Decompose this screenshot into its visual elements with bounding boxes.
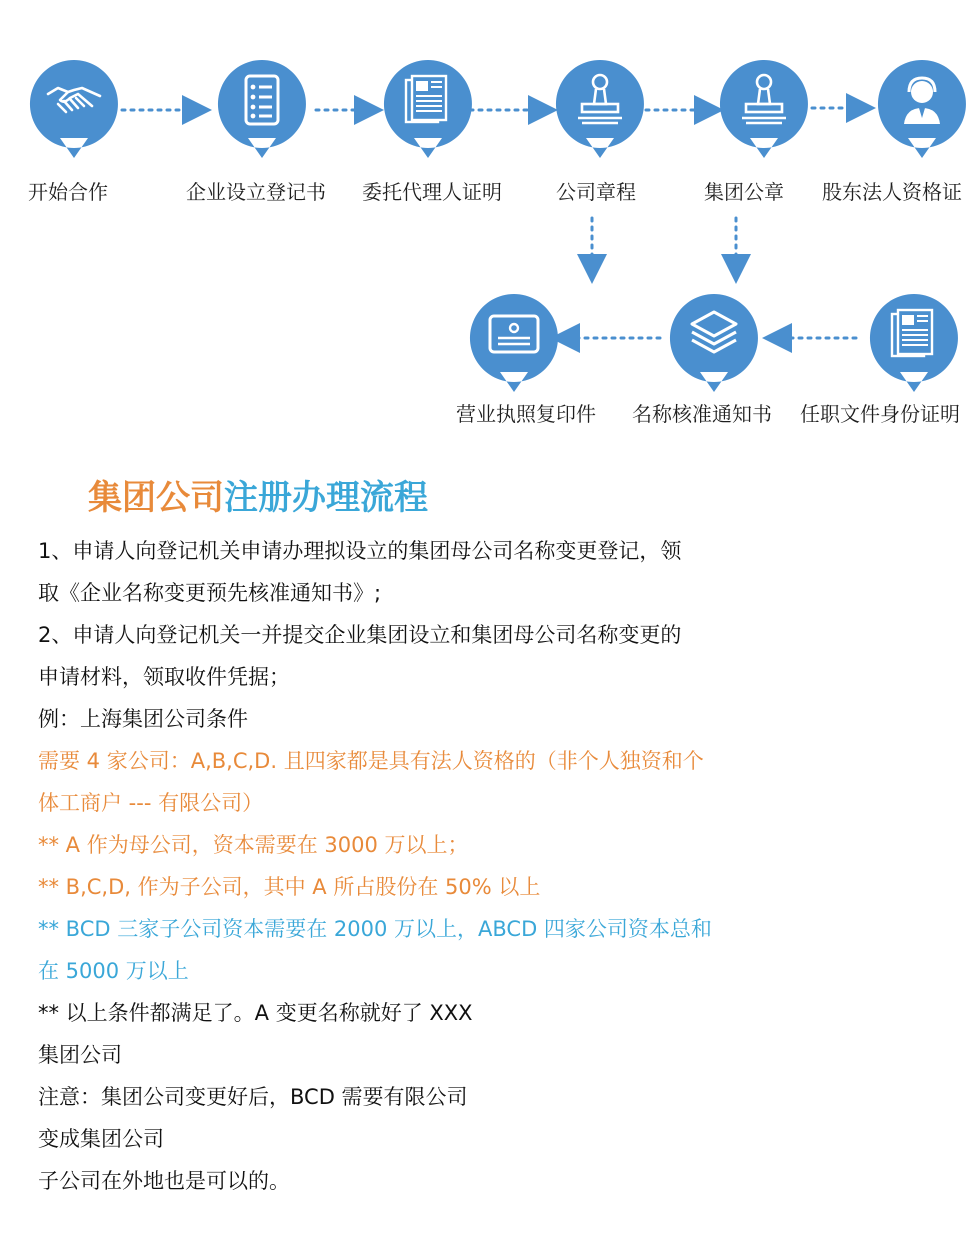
flow-label-5: 集团公章 [704, 180, 784, 204]
flow-label-3: 委托代理人证明 [362, 180, 502, 204]
flow-node-license-copy [466, 290, 562, 400]
layers-icon [684, 304, 744, 364]
text-line: 取《企业名称变更预先核准通知书》; [38, 581, 382, 605]
text-line: ** B,C,D, 作为子公司，其中 A 所占股份在 50% 以上 [38, 875, 541, 899]
flow-node-registration [214, 56, 310, 166]
text-line: 注意：集团公司变更好后，BCD 需要有限公司 [38, 1085, 468, 1109]
text-line: 在 5000 万以上 [38, 959, 189, 983]
documents-icon [884, 304, 944, 364]
flow-node-group-seal [716, 56, 812, 166]
stamp-icon [570, 70, 630, 130]
text-line: 集团公司 [38, 1043, 122, 1067]
page-title [88, 470, 428, 519]
flow-label-1: 开始合作 [28, 180, 108, 204]
handshake-icon [44, 70, 104, 130]
flow-node-shareholder [874, 56, 970, 166]
text-line: 体工商户 --- 有限公司） [38, 791, 264, 815]
flow-label-6: 股东法人资格证 [822, 180, 962, 204]
text-line: 子公司在外地也是可以的。 [38, 1169, 290, 1193]
text-line: 申请材料，领取收件凭据； [38, 665, 290, 689]
flow-node-articles [552, 56, 648, 166]
requirements-text [38, 530, 938, 1202]
flow-label-8: 名称核准通知书 [632, 402, 772, 426]
text-line: ** A 作为母公司，资本需要在 3000 万以上； [38, 833, 469, 857]
text-line: 需要 4 家公司：A,B,C,D. 且四家都是具有法人资格的（非个人独资和个 [38, 749, 704, 773]
text-line: 1、申请人向登记机关申请办理拟设立的集团母公司名称变更登记，领 [38, 539, 682, 563]
flow-node-proxy [380, 56, 476, 166]
flow-label-9: 任职文件身份证明 [800, 402, 960, 426]
headset-person-icon [892, 70, 952, 130]
text-line: 2、申请人向登记机关一并提交企业集团设立和集团母公司名称变更的 [38, 623, 682, 647]
text-line: ** BCD 三家子公司资本需要在 2000 万以上，ABCD 四家公司资本总和 [38, 917, 712, 941]
flow-node-name-approval [666, 290, 762, 400]
flow-label-4: 公司章程 [556, 180, 636, 204]
documents-icon [398, 70, 458, 130]
flow-node-start [26, 56, 122, 166]
flow-label-2: 企业设立登记书 [186, 180, 326, 204]
text-line: 例：上海集团公司条件 [38, 707, 248, 731]
text-line: 变成集团公司 [38, 1127, 164, 1151]
title-part-2: 注册办理流程 [224, 478, 428, 518]
flow-node-appointment [866, 290, 962, 400]
text-line: ** 以上条件都满足了。A 变更名称就好了 XXX [38, 1001, 473, 1025]
card-icon [484, 304, 544, 364]
flow-label-7: 营业执照复印件 [456, 402, 596, 426]
title-part-1: 集团公司 [88, 478, 224, 518]
checklist-icon [232, 70, 292, 130]
stamp-icon [734, 70, 794, 130]
